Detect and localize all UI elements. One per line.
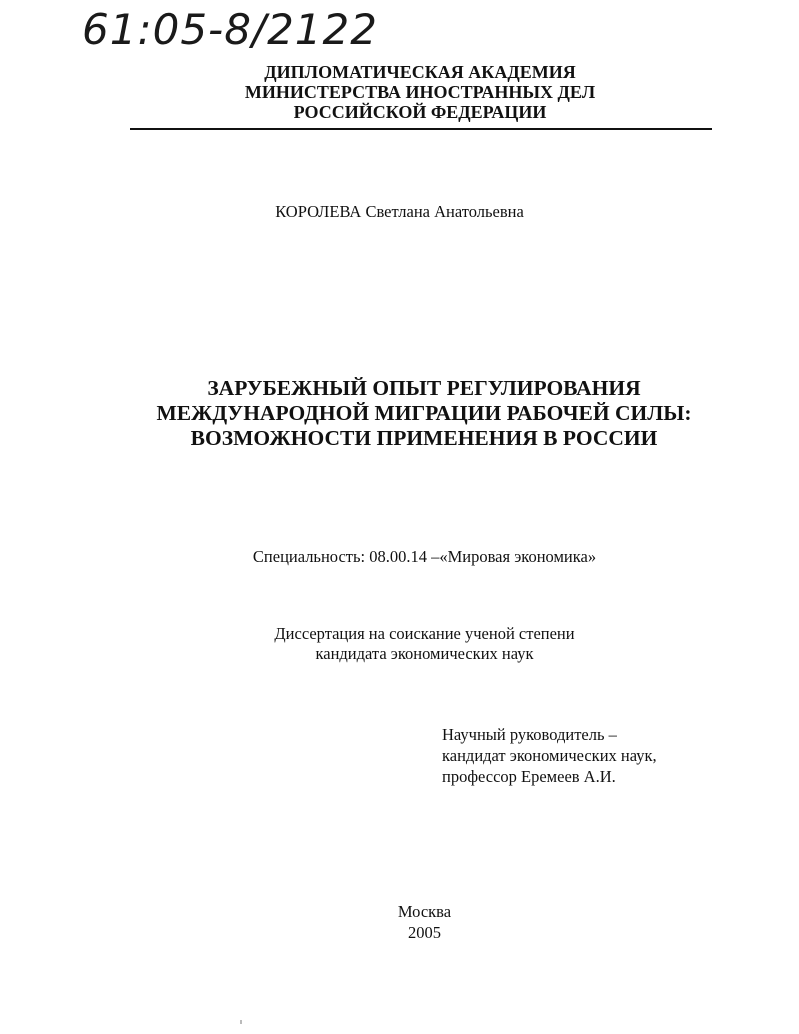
degree-line: Диссертация на соискание ученой степени xyxy=(274,624,575,643)
header-divider xyxy=(130,128,712,130)
handwritten-catalog-number xyxy=(78,2,428,54)
title-line: ВОЗМОЖНОСТИ ПРИМЕНЕНИЯ В РОССИИ xyxy=(190,426,658,450)
degree-statement xyxy=(0,624,799,664)
year: 2005 xyxy=(408,923,441,942)
catalog-number-text: 61:05-8/2122 xyxy=(82,5,378,54)
organization-line: ДИПЛОМАТИЧЕСКАЯ АКАДЕМИЯ xyxy=(264,62,576,82)
supervisor-line: Научный руководитель – xyxy=(442,725,617,744)
specialty-line: Специальность: 08.00.14 –«Мировая экономика» xyxy=(252,547,597,566)
organization-line: РОССИЙСКОЙ ФЕДЕРАЦИИ xyxy=(293,102,547,122)
supervisor-line: профессор Еремеев А.И. xyxy=(442,767,616,786)
title-line: МЕЖДУНАРОДНОЙ МИГРАЦИИ РАБОЧЕЙ СИЛЫ: xyxy=(156,401,692,425)
author-name: КОРОЛЕВА Светлана Анатольевна xyxy=(275,202,524,221)
title-line: ЗАРУБЕЖНЫЙ ОПЫТ РЕГУЛИРОВАНИЯ xyxy=(207,376,641,400)
scan-speck xyxy=(240,1020,242,1024)
scientific-supervisor xyxy=(442,724,657,787)
dissertation-title xyxy=(100,376,748,451)
degree-line: кандидата экономических наук xyxy=(315,644,534,663)
city: Москва xyxy=(397,902,452,921)
supervisor-line: кандидат экономических наук, xyxy=(442,746,657,765)
place-and-year xyxy=(0,901,799,943)
organization-line: МИНИСТЕРСТВА ИНОСТРАННЫХ ДЕЛ xyxy=(244,82,596,102)
organization-header xyxy=(130,62,710,122)
